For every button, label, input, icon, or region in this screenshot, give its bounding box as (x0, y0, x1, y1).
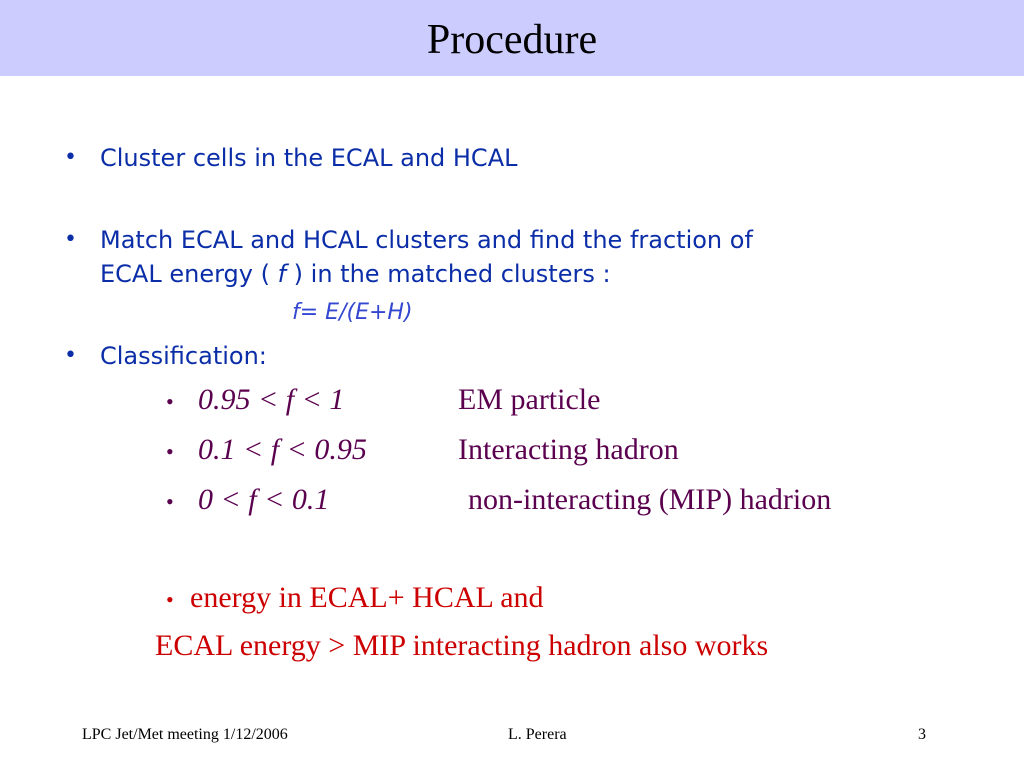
slide-title: Procedure (426, 17, 598, 63)
note-line1: energy in ECAL+ HCAL and (190, 581, 544, 614)
footer-page-number: 3 (918, 726, 926, 743)
fraction-formula: f= E/(E+H) (292, 300, 413, 325)
condition-interacting: 0.1 < f < 0.95 (198, 433, 367, 466)
label-em: EM particle (458, 383, 601, 416)
bullet-dot: • (64, 227, 77, 252)
label-interacting: Interacting hadron (458, 433, 679, 466)
condition-em: 0.95 < f < 1 (198, 383, 345, 416)
condition-mip: 0 < f < 0.1 (198, 483, 330, 516)
bullet-dot: • (64, 343, 77, 368)
footer-author: L. Perera (508, 726, 567, 743)
bullet-classification: Classification: (100, 342, 267, 370)
note-line2: ECAL energy > MIP interacting hadron also works (155, 629, 769, 662)
bullet-match-line1: Match ECAL and HCAL clusters and find the fraction of (100, 226, 753, 254)
label-mip: non-interacting (MIP) hadrion (468, 483, 832, 516)
sub-bullet-dot: • (166, 489, 174, 514)
note-bullet-dot: • (166, 587, 174, 612)
fraction-symbol: f (277, 260, 287, 288)
sub-bullet-dot: • (166, 439, 174, 464)
bullet-match-line2: ECAL energy ( f ) in the matched clusters : (100, 260, 611, 288)
sub-bullet-dot: • (166, 389, 174, 414)
footer-meeting: LPC Jet/Met meeting 1/12/2006 (82, 726, 288, 743)
bullet-dot: • (64, 145, 77, 170)
bullet-cluster-cells: Cluster cells in the ECAL and HCAL (100, 144, 518, 172)
